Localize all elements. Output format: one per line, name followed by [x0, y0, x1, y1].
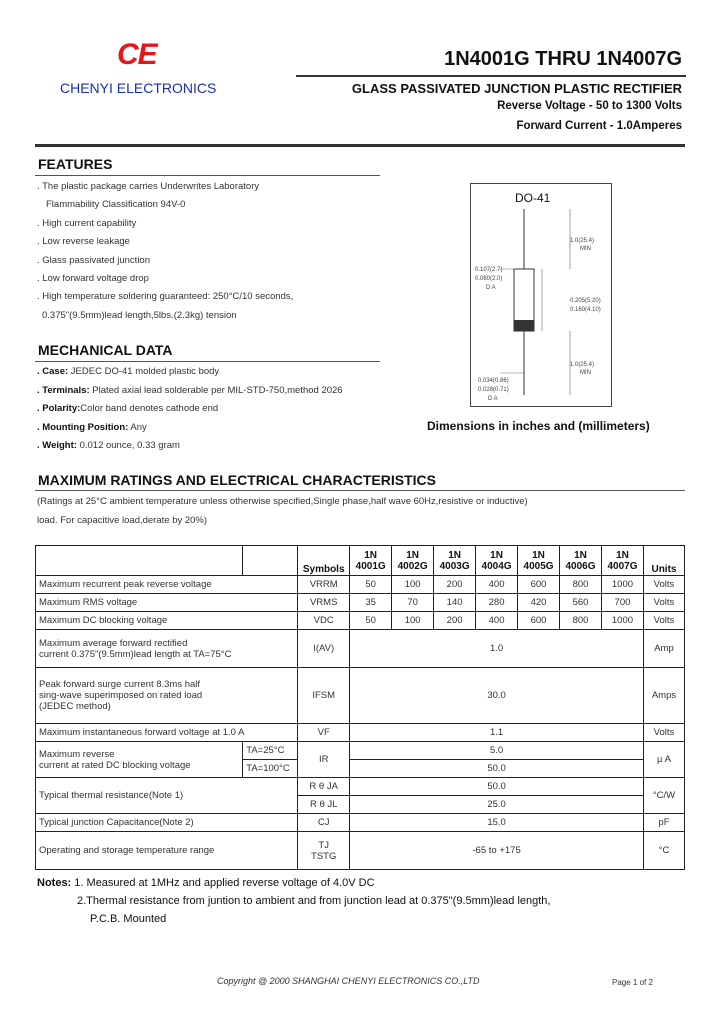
- copyright: Copyright @ 2000 SHANGHAI CHENYI ELECTRONICS CO.,LTD: [217, 976, 480, 986]
- row-value: 50: [350, 576, 392, 594]
- dim-min-bottom: MIN: [580, 370, 591, 376]
- mech-case: . Case: JEDEC DO-41 molded plastic body: [37, 366, 220, 377]
- row-value: 400: [476, 576, 518, 594]
- row-value: 35: [350, 594, 392, 612]
- row-value: 1000: [601, 612, 643, 630]
- row-value: 560: [560, 594, 602, 612]
- note-1: Notes: 1. Measured at 1MHz and applied reverse voltage of 4.0V DC: [37, 877, 375, 889]
- row-symbol: VRRM: [298, 576, 350, 594]
- row-label: Peak forward surge current 8.3ms half sing-wave superimposed on rated load (JEDEC method): [36, 668, 298, 724]
- note-2: 2.Thermal resistance from juntion to ambient and from junction lead at 0.375"(9.5mm)lead length,: [77, 895, 551, 907]
- row-value: 100: [392, 576, 434, 594]
- table-row: [36, 778, 685, 796]
- dim-body-length-max: 0.205(5.20): [570, 298, 601, 304]
- symbols-header: Symbols: [298, 546, 350, 576]
- row-value: 50.0: [350, 760, 644, 778]
- part-header-4001g: 1N 4001G: [350, 546, 392, 576]
- feature-item: . Low reverse leakage: [37, 236, 130, 247]
- page-number: Page 1 of 2: [612, 978, 653, 987]
- row-unit: °C/W: [643, 778, 684, 814]
- row-symbol: IFSM: [298, 668, 350, 724]
- mech-terminals: . Terminals: Plated axial lead solderable per MIL-STD-750,method 2026: [37, 385, 343, 396]
- part-header-4003g: 1N 4003G: [434, 546, 476, 576]
- row-value: 140: [434, 594, 476, 612]
- dim-lead-length-top: 1.0(25.4): [570, 238, 595, 244]
- ratings-note-2: load. For capacitive load,derate by 20%): [37, 515, 208, 526]
- row-unit: pF: [643, 814, 684, 832]
- row-unit: Amp: [643, 630, 684, 668]
- company-name: CHENYI ELECTRONICS: [60, 80, 217, 96]
- row-value: 280: [476, 594, 518, 612]
- forward-current-spec: Forward Current - 1.0Amperes: [516, 120, 682, 132]
- table-row: [36, 742, 685, 760]
- row-value: 25.0: [350, 796, 644, 814]
- feature-item: . Glass passivated junction: [37, 255, 151, 266]
- dim-body-dia-max: 0.107(2.7): [475, 267, 503, 273]
- table-row: [36, 668, 685, 724]
- row-symbol: R θ JA: [298, 778, 350, 796]
- row-value: 700: [601, 594, 643, 612]
- row-symbol: IR: [298, 742, 350, 778]
- ratings-heading: MAXIMUM RATINGS AND ELECTRICAL CHARACTERISTICS: [38, 472, 436, 488]
- row-label: Maximum reverse current at rated DC blocking voltage: [36, 742, 243, 778]
- mechanical-heading: MECHANICAL DATA: [38, 342, 173, 358]
- note-2-cont: P.C.B. Mounted: [90, 913, 167, 925]
- row-label: Maximum instantaneous forward voltage at 1.0 A: [36, 724, 298, 742]
- table-header-row: [36, 546, 685, 576]
- table-row: [36, 832, 685, 870]
- feature-item: 0.375"(9.5mm)lead length,5lbs.(2.3kg) tension: [42, 310, 237, 321]
- part-header-4004g: 1N 4004G: [476, 546, 518, 576]
- features-heading: FEATURES: [38, 156, 113, 172]
- row-value: 50.0: [350, 778, 644, 796]
- mech-mounting: . Mounting Position: Any: [37, 422, 147, 433]
- row-label: Maximum DC blocking voltage: [36, 612, 298, 630]
- feature-item: . The plastic package carries Underwrites Laboratory: [37, 181, 260, 192]
- units-header: Units: [643, 546, 684, 576]
- row-value: 100: [392, 612, 434, 630]
- row-unit: µ A: [643, 742, 684, 778]
- row-value: 600: [518, 576, 560, 594]
- part-number-title: 1N4001G THRU 1N4007G: [444, 48, 682, 70]
- row-unit: °C: [643, 832, 684, 870]
- ratings-table: [35, 545, 685, 870]
- features-rule: [35, 175, 380, 176]
- row-condition: TA=25°C: [243, 742, 298, 760]
- row-value: 1000: [601, 576, 643, 594]
- dim-dia-label: D A: [486, 285, 496, 291]
- table-row: [36, 814, 685, 832]
- row-value: 30.0: [350, 668, 644, 724]
- row-condition: TA=100°C: [243, 760, 298, 778]
- dim-lead-dia-min: 0.028(0.71): [478, 387, 509, 393]
- table-row: [36, 612, 685, 630]
- row-symbol: VF: [298, 724, 350, 742]
- row-value: 1.0: [350, 630, 644, 668]
- dim-lead-length-bottom: 1.0(25.4): [570, 362, 595, 368]
- table-row: [36, 576, 685, 594]
- dim-dia-label-2: D A: [488, 396, 498, 402]
- dimensions-caption: Dimensions in inches and (millimeters): [427, 419, 650, 433]
- mech-weight: . Weight: 0.012 ounce, 0.33 gram: [37, 440, 180, 451]
- row-value: 800: [560, 576, 602, 594]
- row-label: Maximum RMS voltage: [36, 594, 298, 612]
- dim-body-dia-min: 0.080(2.0): [475, 276, 503, 282]
- row-value: 800: [560, 612, 602, 630]
- row-value: 200: [434, 576, 476, 594]
- part-header-4006g: 1N 4006G: [560, 546, 602, 576]
- reverse-voltage-spec: Reverse Voltage - 50 to 1300 Volts: [497, 100, 682, 112]
- dim-body-length-min: 0.160(4.10): [570, 307, 601, 313]
- part-header-4007g: 1N 4007G: [601, 546, 643, 576]
- row-value: 70: [392, 594, 434, 612]
- row-symbol: VRMS: [298, 594, 350, 612]
- row-label: Operating and storage temperature range: [36, 832, 298, 870]
- row-value: 420: [518, 594, 560, 612]
- row-unit: Volts: [643, 612, 684, 630]
- feature-item: . High current capability: [37, 218, 137, 229]
- ratings-note-1: (Ratings at 25°C ambient temperature unless otherwise specified,Single phase,half wave 60Hz,resistive or inductive): [37, 496, 528, 507]
- row-value: 50: [350, 612, 392, 630]
- part-header-4005g: 1N 4005G: [518, 546, 560, 576]
- device-subtitle: GLASS PASSIVATED JUNCTION PLASTIC RECTIFIER: [351, 81, 682, 96]
- dim-min-top: MIN: [580, 246, 591, 252]
- row-label: Maximum recurrent peak reverse voltage: [36, 576, 298, 594]
- feature-item: Flammability Classification 94V-0: [46, 199, 186, 210]
- mechanical-rule: [35, 361, 380, 362]
- row-label: Typical junction Capacitance(Note 2): [36, 814, 298, 832]
- row-symbol: I(AV): [298, 630, 350, 668]
- part-header-4002g: 1N 4002G: [392, 546, 434, 576]
- row-symbol: CJ: [298, 814, 350, 832]
- mech-polarity: . Polarity:Color band denotes cathode end: [37, 403, 219, 414]
- row-symbol: R θ JL: [298, 796, 350, 814]
- row-unit: Volts: [643, 576, 684, 594]
- section-divider: [35, 144, 685, 147]
- table-row: [36, 724, 685, 742]
- row-value: 5.0: [350, 742, 644, 760]
- row-symbol: VDC: [298, 612, 350, 630]
- row-unit: Volts: [643, 594, 684, 612]
- row-value: 400: [476, 612, 518, 630]
- row-value: 200: [434, 612, 476, 630]
- table-row: [36, 594, 685, 612]
- table-row: [36, 630, 685, 668]
- row-value: 600: [518, 612, 560, 630]
- header-rule: [296, 75, 686, 77]
- feature-item: . High temperature soldering guaranteed: 250°C/10 seconds,: [37, 291, 294, 302]
- row-value: 15.0: [350, 814, 644, 832]
- row-symbol: TJ TSTG: [298, 832, 350, 870]
- dim-lead-dia-max: 0.034(0.86): [478, 378, 509, 384]
- row-value: -65 to +175: [350, 832, 644, 870]
- ratings-rule: [35, 490, 685, 491]
- company-logo: CE: [117, 38, 157, 71]
- row-value: 1.1: [350, 724, 644, 742]
- row-label: Maximum average forward rectified current 0.375"(9.5mm)lead length at TA=75°C: [36, 630, 298, 668]
- row-label: Typical thermal resistance(Note 1): [36, 778, 298, 814]
- row-unit: Volts: [643, 724, 684, 742]
- row-unit: Amps: [643, 668, 684, 724]
- package-name: DO-41: [515, 191, 551, 205]
- feature-item: . Low forward voltage drop: [37, 273, 149, 284]
